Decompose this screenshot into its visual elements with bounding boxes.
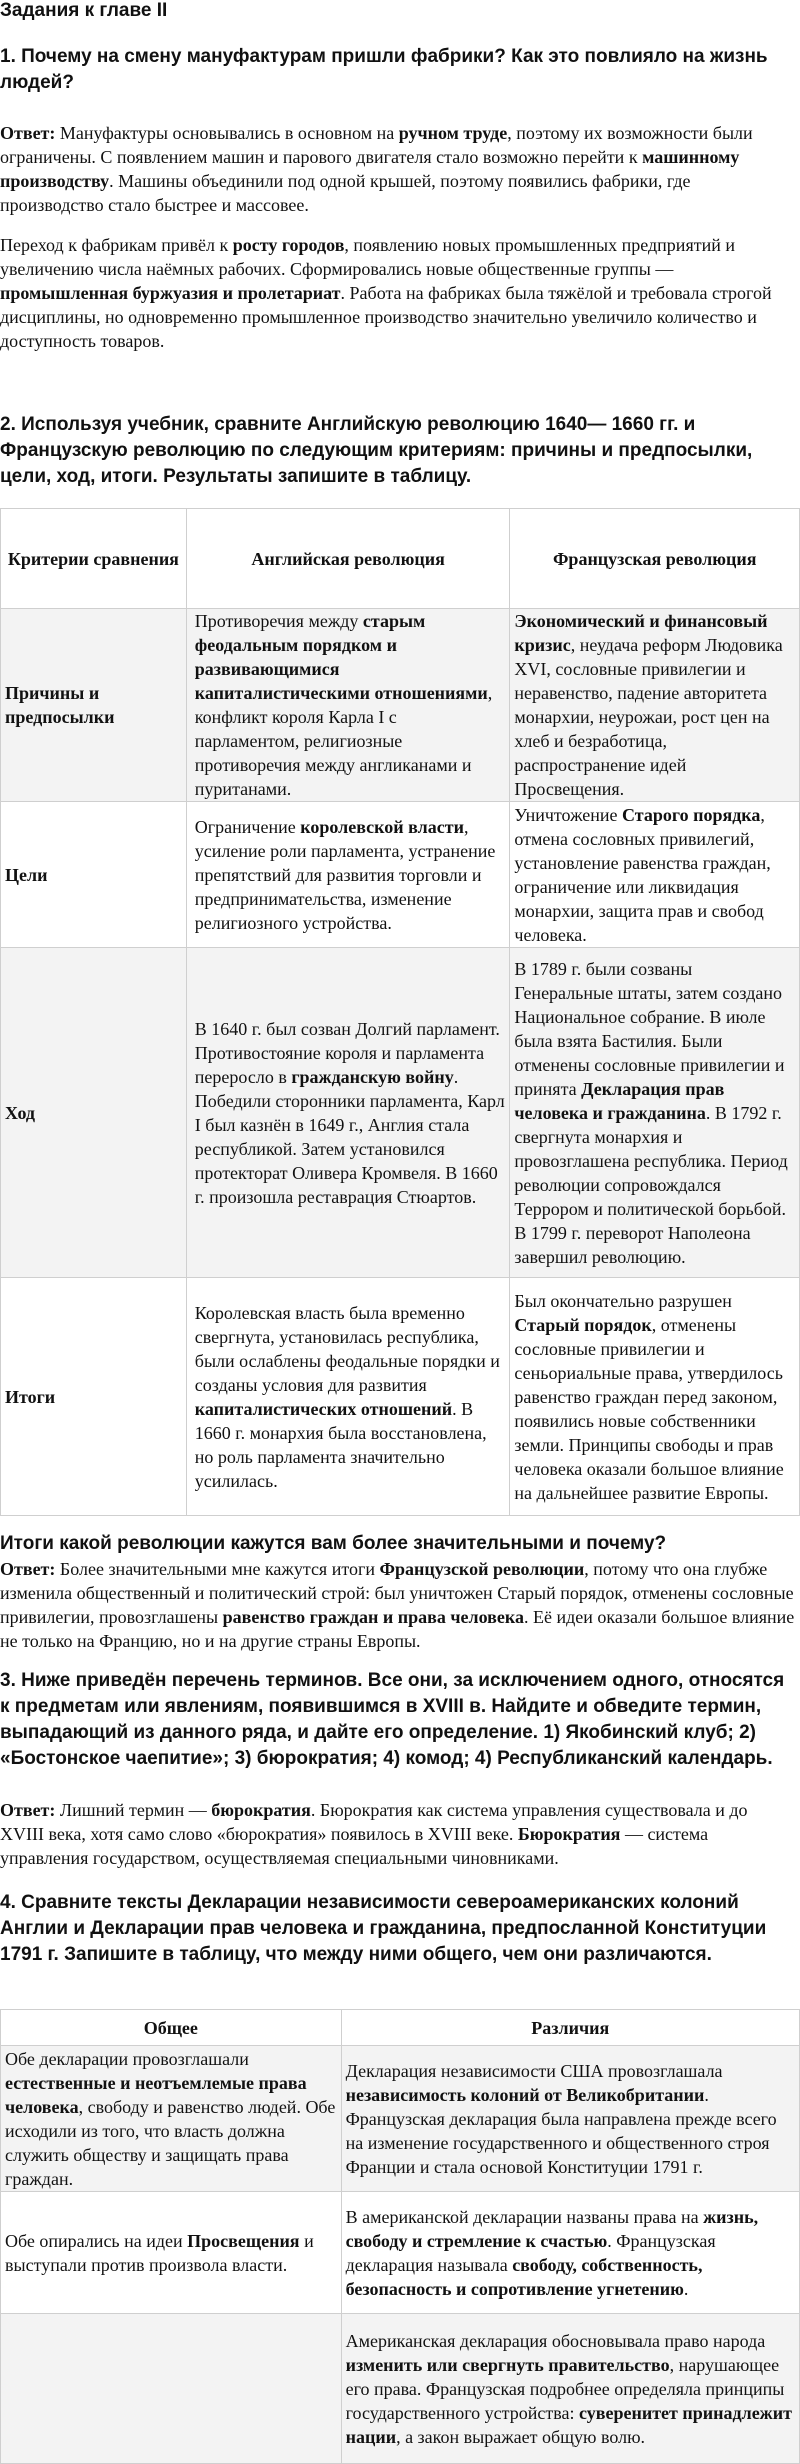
q3-question [0,1668,795,1772]
q2b-answer-text [0,1559,794,1651]
common-cell [1,2192,342,2314]
french-cell [510,1278,800,1516]
differences-cell [341,2314,799,2464]
text-run: . Французская декларация называла [345,2230,716,2275]
q1-answer-text [0,123,753,215]
french-cell [510,948,800,1278]
text-run: Лишний термин — [55,1800,212,1820]
text-run: — система управления государством, осуществляемая специальными чиновниками. [0,1824,709,1868]
criterion-cell: Причины и предпосылки [1,609,187,802]
text-run: . Машины объединили под одной крышей, поэтому появились фабрики, где производство стало быстрее и массовее. [0,171,691,215]
q2b-answer-label: Ответ: [0,1559,56,1579]
bold-term: королевской власти [300,816,464,837]
common-cell [1,2046,342,2192]
differences-cell [341,2046,799,2192]
text-run: . В 1792 г. свергнута монархия и провозглашена республика. Период революции сопровождался Террором и политической борьбой. В 1799 г. переворот Наполеона завершил революцию. [514,1102,788,1267]
text-run: , нарушающее его права. Французская подробнее определяла принципы государственного устройства: [345,2354,785,2423]
text-run: . Бюрократия как система управления существовала и до XVIII века, хотя само слово «бюрократия» появилось в XVIII веке. [0,1800,748,1844]
q2b-question: Итоги какой революции кажутся вам более значительными и почему? [0,1533,667,1554]
text-run: В американской декларации названы права на [345,2206,704,2227]
bold-term: росту городов [232,235,345,255]
text-run: Американская декларация обосновывала право народа [345,2330,766,2351]
q3-answer-label: Ответ: [0,1800,56,1820]
revolutions-table-header [1,509,800,609]
bold-term: машинному производству [0,147,740,191]
bold-term: бюрократия [211,1800,311,1820]
criterion-cell: Итоги [1,1278,187,1516]
declarations-table [0,2009,800,2464]
bold-term: независимость колоний от Великобритании [345,2084,705,2105]
text-run: . Работа на фабриках была тяжёлой и требовала строгой дисциплины, но одновременно промышленное производство значительно увеличило количество и доступность товаров. [0,283,772,351]
table-row [1,802,800,948]
french-cell [510,609,800,802]
bold-term: Бюрократия [517,1824,621,1844]
q3-task: 3. Ниже приведён перечень терминов. Все они, за исключением одного, относятся к предметам или явлениям, появившимся в XVIII в. Найдите и обведите термин, выпадающий из данного ряда, и дайте его определение. [0,1670,785,1743]
text-run: , усиление роли парламента, устранение препятствий для развития торговли и предпринимательства, изменение религиозного устройства. [194,816,496,933]
bold-term: Декларация прав человека и гражданина [514,1078,725,1123]
table-row [1,2046,800,2192]
q1-answer [0,121,795,217]
bold-term: естественные и неотъемлемые права человека [5,2072,307,2117]
bold-term: суверенитет принадлежит нации [345,2402,792,2447]
text-run: , неудача реформ Людовика XVI, сословные привилегии и неравенство, падение авторитета монархии, неурожаи, рост цен на хлеб и безработица, распространение идей Просвещения. [514,635,783,799]
bold-term: капиталистических отношений [194,1398,453,1419]
table-row [1,609,800,802]
q2b-answer [0,1557,795,1653]
bold-term: Экономический и финансовый кризис [514,611,768,655]
text-run: Более значительными мне кажутся итоги [55,1559,380,1579]
text-run: . В 1660 г. монархия была восстановлена, но роль парламента значительно усилилась. [194,1398,487,1491]
header-common: Общее [1,2010,342,2046]
q3-answer-text [0,1800,748,1868]
q1-answer-label: Ответ: [0,123,56,143]
text-run: Обе декларации провозглашали [5,2048,249,2069]
header-differences: Различия [341,2010,799,2046]
text-run: Был окончательно разрушен [514,1290,732,1311]
table-row [1,2314,800,2464]
bold-term: Французской революции [379,1559,585,1579]
page-title: Задания к главе II [0,0,168,21]
q3-answer [0,1798,795,1870]
bold-term: Старый порядок [514,1314,652,1335]
french-cell [510,802,800,948]
header-french: Французская революция [510,509,800,609]
common-cell [1,2314,342,2464]
text-run: Королевская власть была временно свергнута, установилась республика, были ослаблены феодальные порядки и созданы условия для развития [194,1302,500,1395]
bold-term: Старого порядка [622,804,761,825]
text-run: Мануфактуры основывались в основном на [55,123,399,143]
text-run: Ограничение [194,816,301,837]
bold-term: изменить или свергнуть правительство [345,2354,670,2375]
text-run: Уничтожение [514,804,623,825]
text-run: , свободу и равенство людей. Обе исходили из того, что власть должна служить обществу и защищать права граждан. [5,2096,336,2189]
q1-question: 1. Почему на смену мануфактурам пришли фабрики? Как это повлияло на жизнь людей? [0,46,768,93]
text-run: , конфликт короля Карла I с парламентом, религиозные противоречия между англиканами и пуританами. [194,683,493,799]
header-criteria: Критерии сравнения [1,509,187,609]
bold-term: жизнь, свободу и стремление к счастью [345,2206,759,2251]
english-cell [186,609,510,802]
text-run: . Французская декларация была направлена прежде всего на изменение государственного и общественного строя Франции и стала основой Конституции 1791 г. [345,2084,777,2177]
text-run: , поэтому их возможности были ограничены. С появлением машин и парового двигателя стало возможно перейти к [0,123,753,167]
english-cell [186,948,510,1278]
text-run: В 1640 г. был созван Долгий парламент. Противостояние короля и парламента переросло в [194,1018,500,1087]
header-english: Английская революция [186,509,510,609]
bold-term: старым феодальным порядком и развивающимися капиталистическими отношениями [194,611,488,703]
text-run: Обе опирались на идеи [5,2230,188,2251]
revolutions-table [0,508,800,1516]
criterion-cell: Цели [1,802,187,948]
text-run: , потому что она глубже изменила общественный и политический строй: был уничтожен Старый порядок, отменены сословные привилегии, провозглашены [0,1559,794,1627]
q2-question: 2. Используя учебник, сравните Английскую революцию 1640— 1660 гг. и Французскую революцию по следующим критериям: причины и предпосылки, цели, ход, итоги. Результаты запишите в таблицу. [0,414,753,487]
english-cell [186,1278,510,1516]
text-run: , а закон выражает общую волю. [396,2426,646,2447]
english-cell [186,802,510,948]
text-run: . Победили сторонники парламента, Карл I был казнён в 1649 г., Англия стала республикой. Затем установился протекторат Оливера Кромвеля. В 1660 г. произошла реставрация Стюартов. [194,1066,505,1207]
text-run: . Её идеи оказали большое влияние не только на Францию, но и на другие страны Европы. [0,1607,795,1651]
bold-term: равенство граждан и права человека [222,1607,524,1627]
text-run: Декларация независимости США провозглашала [345,2060,723,2081]
table-row [1,2192,800,2314]
text-run: Противоречия между [194,611,363,631]
q3-terms: 1) Якобинский клуб; 2) «Бостонское чаепитие»; 3) бюрократия; 4) комод; 4) Республиканский календарь. [0,1722,773,1769]
bold-term: свободу, собственность, безопасность и сопротивление угнетению [345,2254,703,2299]
bold-term: промышленная буржуазия и пролетариат [0,283,341,303]
text-run: , отмена сословных привилегий, установление равенства граждан, ограничение или ликвидация монархии, защита прав и свобод человека. [514,804,771,945]
text-run: , отменены сословные привилегии и сеньориальные права, утвердилось равенство граждан перед законом, появились новые собственники земли. Принципы свободы и прав человека оказали большое влияние на дальнейшее развитие Европы. [514,1314,784,1503]
table-row [1,1278,800,1516]
text-run: и выступали против произвола власти. [5,2230,314,2275]
text-run: В 1789 г. были созваны Генеральные штаты, затем создано Национальное собрание. В июле была взята Бастилия. Были отменены сословные привилегии и принята [514,958,785,1099]
bold-term: гражданскую войну [291,1066,454,1087]
bold-term: Просвещения [187,2230,300,2251]
q1-answer-paragraph-2 [0,233,795,353]
bold-term: ручном труде [398,123,508,143]
text-run: Переход к фабрикам привёл к [0,235,233,255]
declarations-table-header [1,2010,800,2046]
text-run: , появлению новых промышленных предприятий и увеличению числа наёмных рабочих. Сформировались новые общественные группы — [0,235,735,279]
differences-cell [341,2192,799,2314]
text-run: . [683,2278,689,2299]
q4-question: 4. Сравните тексты Декларации независимости североамериканских колоний Англии и Декларации прав человека и гражданина, предпосланной Конституции 1791 г. Запишите в таблицу, что между ними общего, чем они различаются. [0,1892,767,1965]
table-row [1,948,800,1278]
criterion-cell: Ход [1,948,187,1278]
